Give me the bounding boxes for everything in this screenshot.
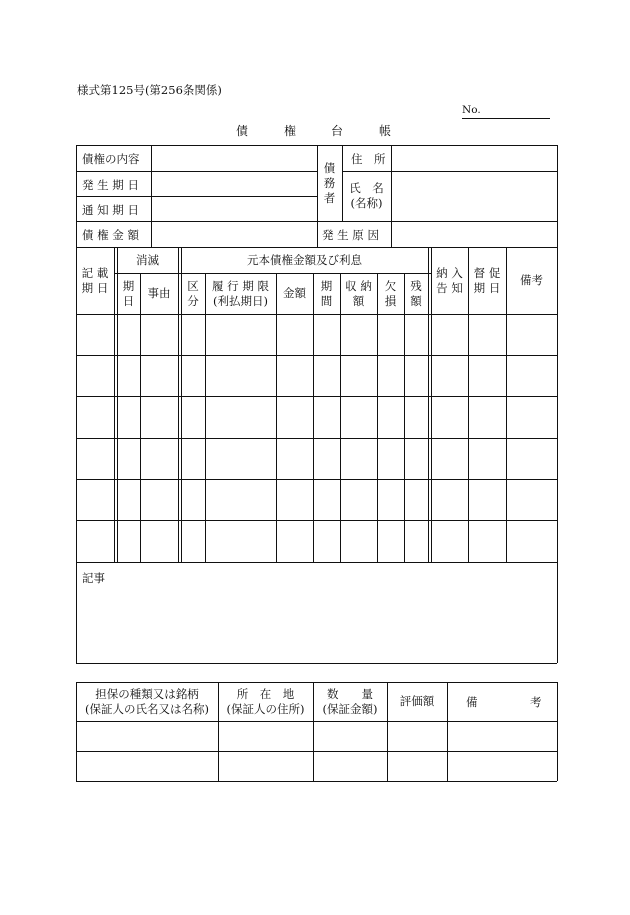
amount-header: 金額 (283, 286, 306, 300)
demand-date-header: 督 促 期 日 (473, 265, 501, 295)
name-label: 氏 名 (名称) (349, 181, 384, 210)
title-char: 帳 (379, 124, 392, 138)
rule (391, 145, 392, 247)
collected-header: 収 納 額 (345, 278, 372, 308)
period-header: 期 間 (320, 278, 333, 308)
collateral-valuation-header: 評価額 (399, 694, 435, 708)
rule (76, 663, 557, 664)
collateral-quantity-header: 数 量 (保証金額) (322, 686, 378, 716)
notes-label: 記事 (82, 571, 105, 585)
division-header: 区 分 (187, 278, 199, 308)
collateral-location-header: 所 在 地 (保証人の住所) (226, 686, 305, 716)
rule (377, 273, 378, 562)
collateral-remarks-header-1: 備 (466, 695, 478, 709)
collateral-type-header: 担保の種類又は銘柄 (保証人の氏名又は名称) (85, 686, 209, 716)
ext-period-header: 期 日 (122, 278, 135, 308)
rule (76, 721, 557, 722)
content-label: 債権の内容 (82, 152, 140, 166)
rule (76, 314, 557, 315)
number-label: No. (462, 104, 481, 116)
table-row (76, 438, 557, 439)
title-char: 債 (236, 124, 249, 138)
extinction-header: 消滅 (136, 252, 159, 267)
rule (404, 273, 405, 562)
rule (340, 273, 341, 562)
table-row (76, 520, 557, 521)
debtor-label: 債 務 者 (323, 160, 336, 205)
form-number: 様式第125号(第256条関係) (77, 83, 222, 97)
rule (76, 196, 317, 197)
cause-label: 発 生 原 因 (322, 228, 379, 242)
rule (76, 171, 317, 172)
table-row (76, 355, 557, 356)
collateral-remarks-header-2: 考 (530, 695, 542, 709)
notice-date-label: 通 知 期 日 (82, 203, 139, 217)
rule (557, 145, 558, 663)
rule (151, 145, 152, 247)
address-label: 住 所 (351, 152, 386, 166)
balance-header: 残 額 (410, 278, 422, 308)
rule (76, 751, 557, 752)
title-char: 権 (284, 124, 297, 138)
rule (140, 273, 141, 562)
table-row (76, 479, 557, 480)
rule (313, 273, 314, 562)
rule (276, 273, 277, 562)
remarks-header: 備考 (520, 273, 543, 287)
loss-header: 欠 損 (384, 278, 397, 308)
rule (205, 273, 206, 562)
title-char: 台 (331, 124, 344, 138)
table-row (76, 396, 557, 397)
rule (76, 145, 77, 663)
rule (447, 682, 448, 781)
amount-label: 債 権 金 額 (82, 228, 139, 242)
table-row (76, 562, 557, 563)
number-field-line (462, 118, 550, 119)
payment-notice-header: 納 入 告 知 (436, 265, 463, 295)
issue-date-label: 発 生 期 日 (82, 178, 139, 192)
rule (178, 247, 179, 562)
principal-group-header: 元本債権金額及び利息 (247, 252, 362, 267)
rule (428, 247, 429, 562)
rule (557, 682, 558, 781)
record-date-header: 記 載 期 日 (81, 265, 109, 295)
due-date-header: 履 行 期 限 (利払期日) (212, 278, 269, 308)
rule (76, 781, 557, 782)
rule (114, 247, 115, 562)
ext-reason-header: 事由 (147, 286, 171, 300)
